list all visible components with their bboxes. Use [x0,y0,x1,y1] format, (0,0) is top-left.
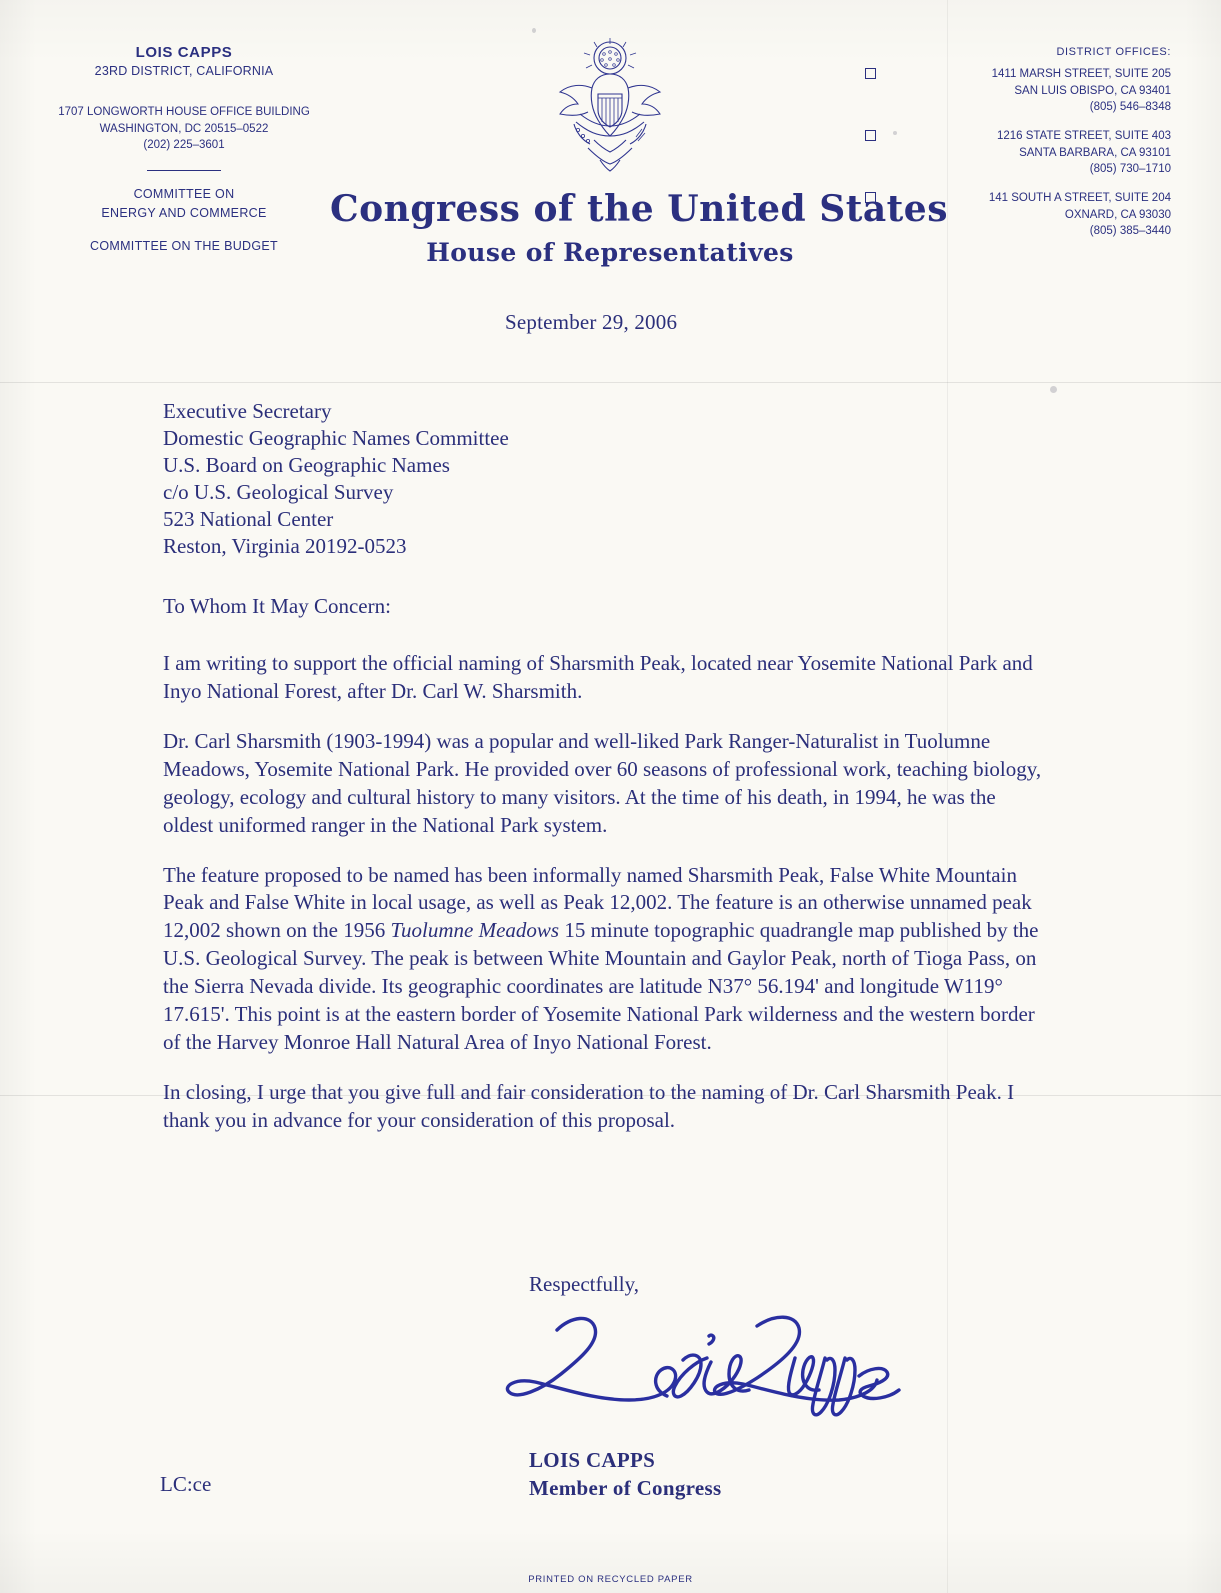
paper-speck [1050,386,1057,393]
paragraph-1: I am writing to support the official naming of Sharsmith Peak, located near Yosemite National Park and Inyo National Forest, after Dr. Carl W. Sharsmith. [163,651,1033,703]
committee-energy-commerce [34,185,334,223]
dc-office-address [34,104,334,154]
paragraph-3-part-1: The feature proposed to be named has been informally named Sharsmith Peak, False White Mountain Peak and False White in local usage, as well as Peak 12,002. The feature is an otherwise unnamed peak 12,002 shown on the 1956 [163,862,1032,943]
divider [147,170,221,171]
district-office-2 [883,128,1173,178]
office-street: 1216 STATE STREET, SUITE 403 [996,130,1171,143]
signature-block [529,1446,721,1503]
checkbox-icon [865,192,876,203]
map-name-italic: Tuolumne Meadows [390,918,560,943]
signer-name: LOIS CAPPS [529,1448,656,1472]
member-name: LOIS CAPPS [135,44,233,61]
paper-speck [532,28,536,33]
committee-line-1: COMMITTEE ON [133,187,235,202]
office-phone: (805) 546–8348 [1089,101,1171,114]
signer-title: Member of Congress [529,1476,722,1501]
closing: Respectfully, [529,1272,640,1296]
addressee-line: U.S. Board on Geographic Names [163,453,450,478]
letter-date: September 29, 2006 [505,310,678,334]
recycled-paper-footer: PRINTED ON RECYCLED PAPER [528,1574,693,1585]
handwritten-signature-lois-capps [495,1300,925,1430]
office-phone: (805) 730–1710 [1089,163,1171,176]
paragraph-3-part-2: 15 minute topographic quadrangle map published by the U.S. Geological Survey. The peak is between White Mountain and Gaylor Peak, north of Tioga Pass, on the Sierra Nevada divide. Its geographic coordinates are latitude N37° 56.194' and longitude W119° 17.615'. This point is at the eastern border of Yosemite National Park wilderness and the western border of the Harvey Monroe Hall Natural Area of Inyo National Forest. [163,918,1039,1055]
dc-address-line2: WASHINGTON, DC 20515–0522 [99,122,269,135]
house-title: House of Representatives [426,238,794,267]
letterhead [0,36,1221,286]
addressee-line: Reston, Virginia 20192-0523 [163,534,407,559]
typist-initials: LC:ce [160,1472,212,1496]
paragraph-3 [163,862,1048,1057]
dc-address-line1: 1707 LONGWORTH HOUSE OFFICE BUILDING [58,106,310,118]
letterhead-left-block [34,44,334,253]
office-street: 1411 MARSH STREET, SUITE 205 [991,68,1171,80]
committee-line-2: ENERGY AND COMMERCE [101,205,267,220]
dc-phone: (202) 225–3601 [143,139,225,152]
member-district: 23RD DISTRICT, CALIFORNIA [94,64,274,78]
district-offices-title: DISTRICT OFFICES: [1056,46,1171,58]
us-house-seal-icon [550,36,670,186]
addressee-line: Domestic Geographic Names Committee [163,426,509,451]
district-office-1 [883,66,1173,116]
district-office-3 [883,190,1173,240]
office-city: SAN LUIS OBISPO, CA 93401 [1014,84,1171,97]
letter-body [163,650,1048,1135]
addressee-line: 523 National Center [163,507,334,532]
paragraph-4: In closing, I urge that you give full and fair consideration to the naming of Dr. Carl Sharsmith Peak. I thank you in advance for your consideration of this proposal. [163,1079,1015,1132]
paragraph-2: Dr. Carl Sharsmith (1903-1994) was a popular and well-liked Park Ranger-Naturalist in Tuolumne Meadows, Yosemite National Park. He provided over 60 seasons of professional work, teaching biology, geology, ecology and cultural history to many visitors. At the time of his death, in 1994, he was the oldest uniformed ranger in the National Park system. [163,728,1042,837]
district-offices-block [883,46,1173,252]
office-street: 141 SOUTH A STREET, SUITE 204 [988,192,1171,205]
office-phone: (805) 385–3440 [1089,225,1171,238]
congress-title: Congress of the United States [330,188,948,230]
checkbox-icon [865,68,876,79]
committee-budget: COMMITTEE ON THE BUDGET [90,238,278,253]
addressee-block [163,398,509,560]
letterhead-center-block [330,36,948,267]
checkbox-icon [865,130,876,141]
salutation: To Whom It May Concern: [163,594,391,618]
office-city: SANTA BARBARA, CA 93101 [1019,146,1171,159]
addressee-line: Executive Secretary [163,399,332,423]
addressee-line: c/o U.S. Geological Survey [163,480,394,505]
paper-fold-line [0,382,1221,383]
office-city: OXNARD, CA 93030 [1064,208,1171,221]
